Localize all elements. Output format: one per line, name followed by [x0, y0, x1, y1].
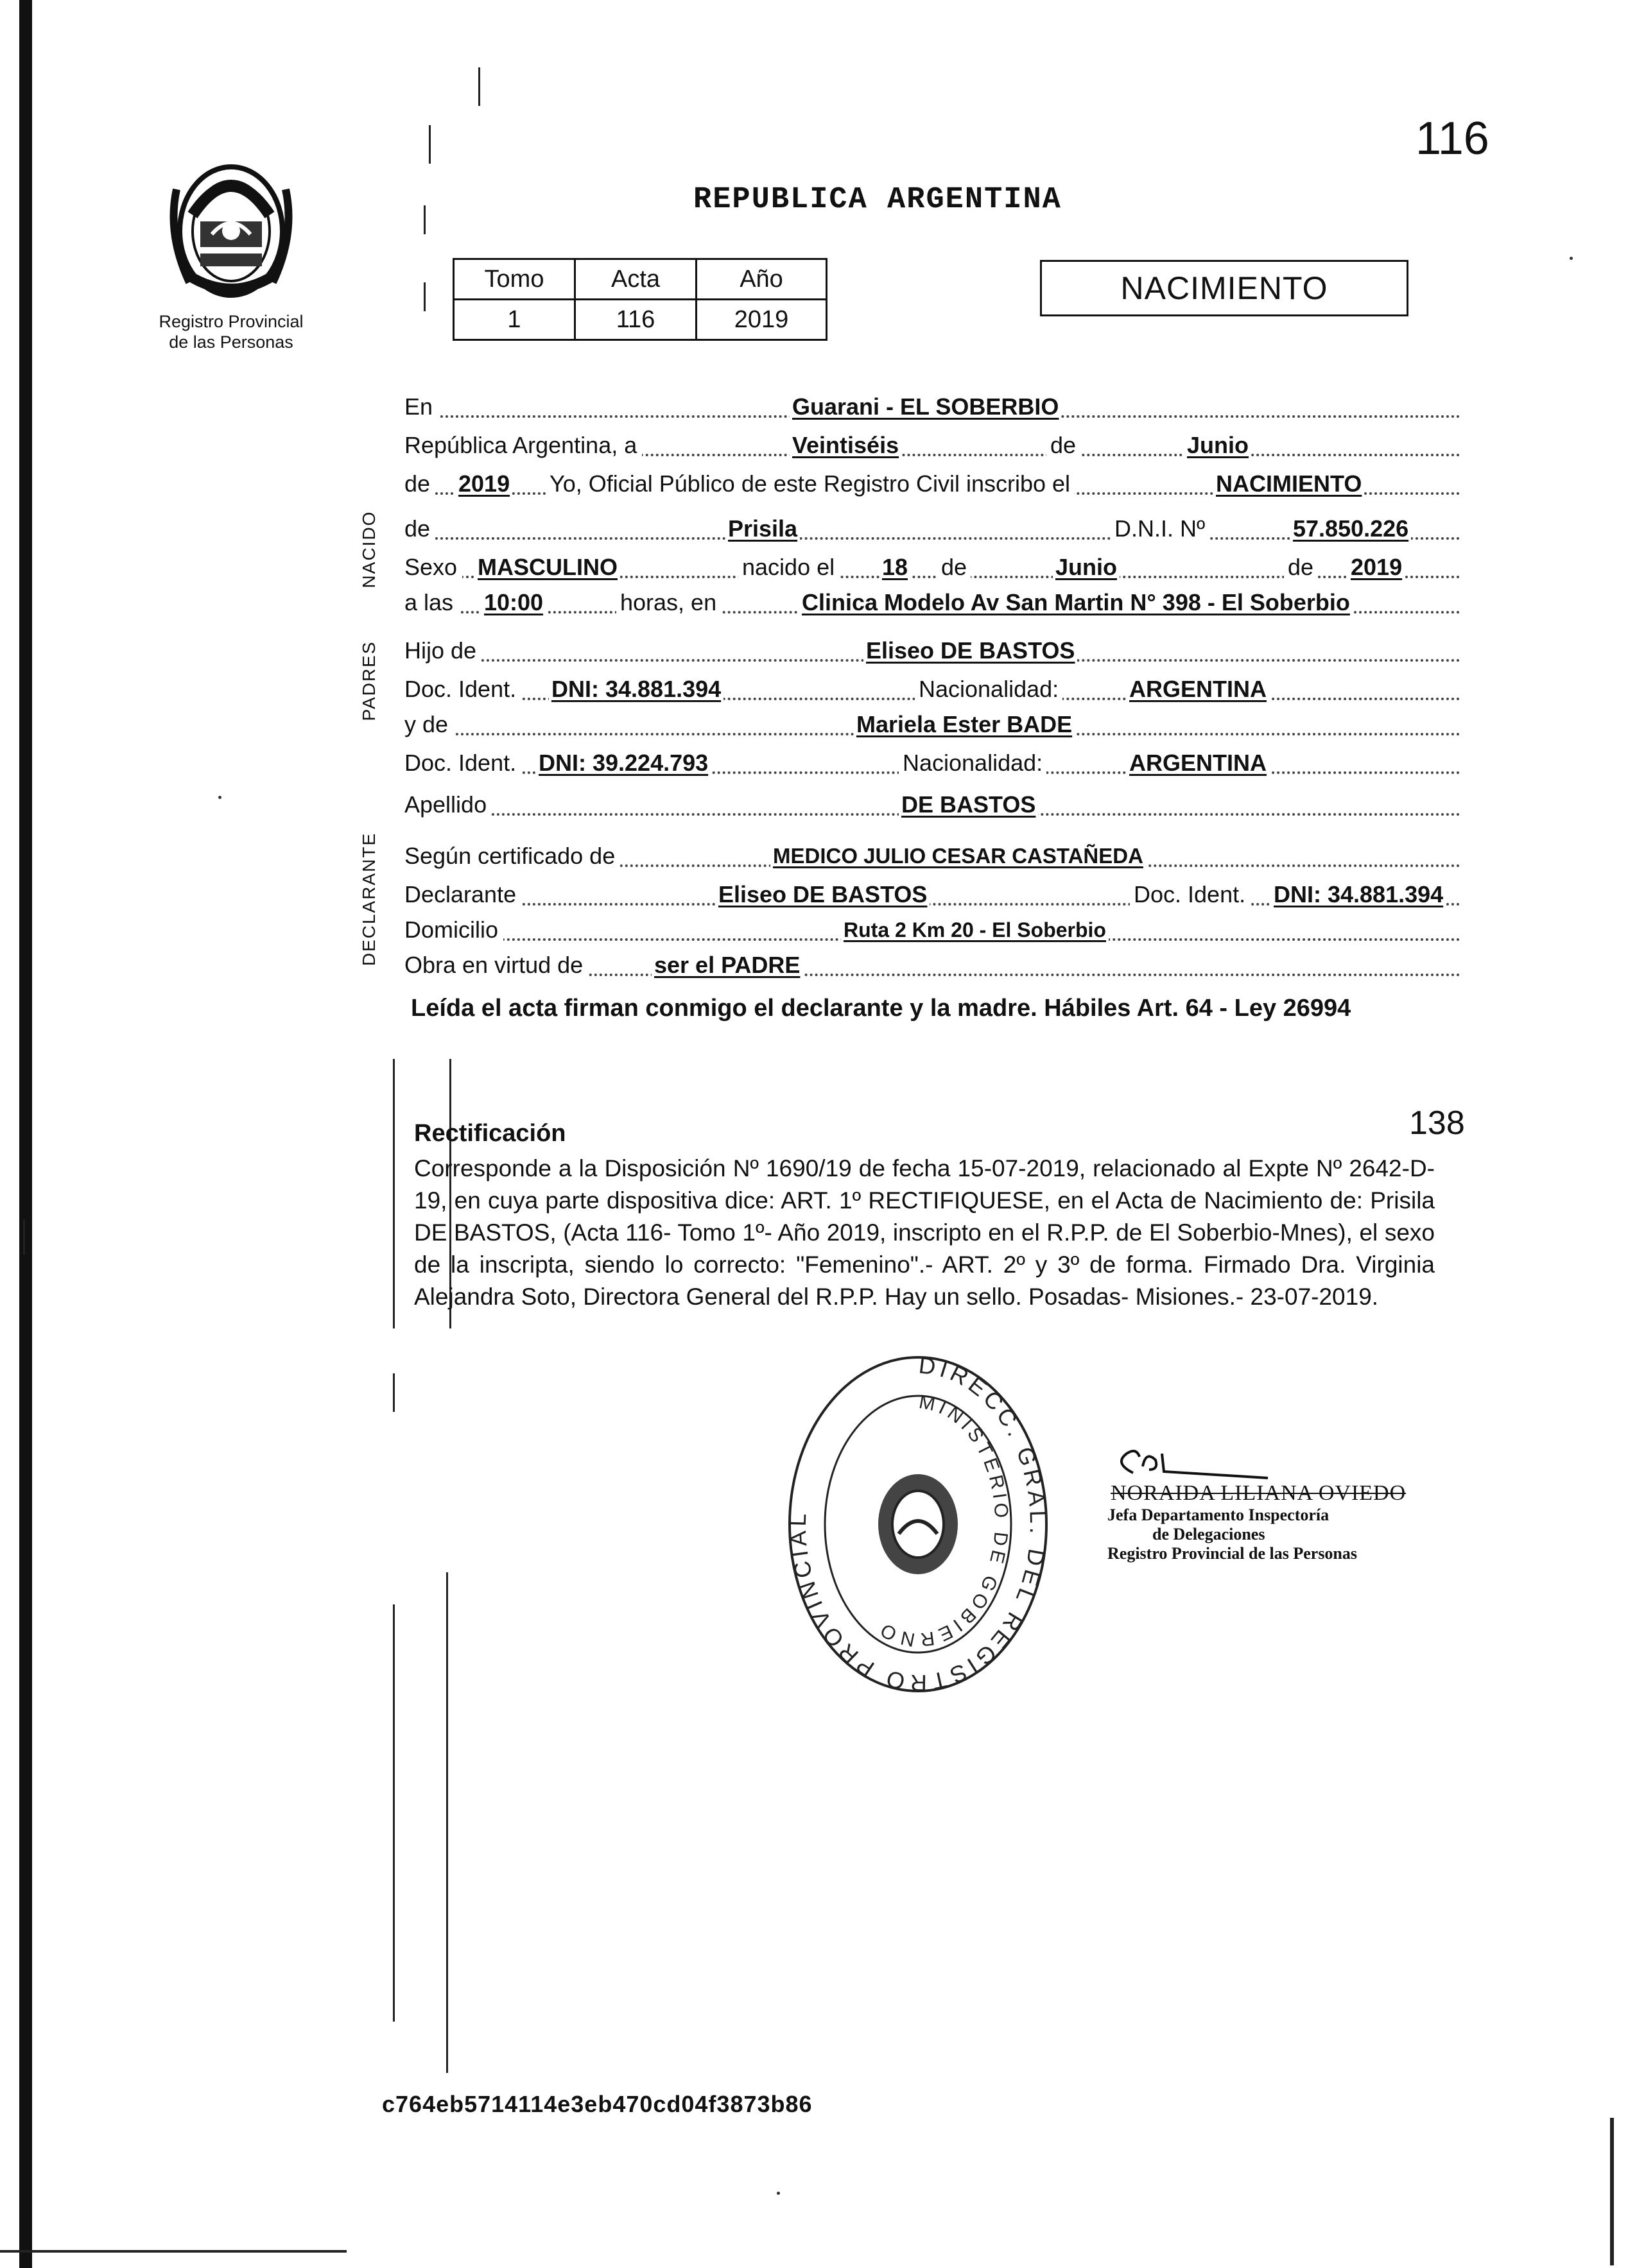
scan-line — [446, 1572, 448, 2073]
registry-caption-line: Registro Provincial — [159, 312, 304, 331]
record-line-acting — [404, 947, 1460, 984]
child-name-value: Prisila — [725, 510, 800, 547]
scan-speck — [218, 796, 221, 799]
label-a-las: a las — [404, 584, 458, 621]
signatory-title: Registro Provincial de las Personas — [1107, 1544, 1358, 1563]
label-nacionalidad: Nacionalidad: — [915, 671, 1062, 708]
record-line-place — [404, 388, 1460, 425]
signature-block — [1107, 1441, 1441, 1563]
birth-time-value: 10:00 — [481, 584, 546, 621]
side-label-padres: PADRES — [359, 640, 379, 721]
label-de-child: de — [404, 510, 435, 547]
registry-caption-line: de las Personas — [169, 332, 293, 352]
registry-table — [453, 258, 827, 341]
table-header-tomo: Tomo — [454, 259, 575, 300]
closing-text: Leída el acta firman conmigo el declarante y la madre. Hábiles Art. 64 - Ley 26994 — [411, 995, 1351, 1022]
country-title: REPUBLICA ARGENTINA — [693, 183, 1062, 217]
label-de-birth-month: de — [937, 549, 971, 586]
record-type-box: NACIMIENTO — [1040, 260, 1408, 316]
year-value: 2019 — [456, 465, 512, 503]
label-nacionalidad-mother: Nacionalidad: — [899, 744, 1046, 782]
father-doc-value: DNI: 34.881.394 — [549, 671, 723, 708]
rectification-title: Rectificación — [414, 1120, 566, 1147]
father-nationality-value: ARGENTINA — [1127, 671, 1269, 708]
scan-line — [424, 205, 426, 234]
label-de: de — [1046, 427, 1080, 464]
table-header-ano: Año — [697, 259, 827, 300]
scan-line — [393, 1059, 395, 1328]
mother-nationality-value: ARGENTINA — [1127, 744, 1269, 782]
label-sexo: Sexo — [404, 549, 462, 586]
place-value: Guarani - EL SOBERBIO — [790, 388, 1061, 425]
scan-line — [1610, 2118, 1614, 2265]
birth-month-value: Junio — [1053, 549, 1120, 586]
mother-name-value: Mariela Ester BADE — [854, 706, 1075, 743]
scan-speck — [777, 2192, 780, 2195]
signatory-name: NORAIDA LILIANA OVIEDO — [1111, 1481, 1407, 1505]
label-nacido-el: nacido el — [738, 549, 838, 586]
scan-line — [429, 125, 431, 164]
table-header-acta: Acta — [575, 259, 697, 300]
record-line-father — [404, 632, 1460, 669]
record-line-mother-doc — [404, 744, 1460, 782]
record-line-certificate — [404, 838, 1460, 875]
record-line-declarant — [404, 876, 1460, 913]
document-hash: c764eb5714114e3eb470cd04f3873b86 — [382, 2091, 813, 2117]
month-value: Junio — [1184, 427, 1251, 464]
father-name-value: Eliseo DE BASTOS — [863, 632, 1077, 669]
scan-line — [23, 1219, 25, 1255]
day-value: Veintiséis — [790, 427, 901, 464]
address-value: Ruta 2 Km 20 - El Soberbio — [841, 911, 1109, 949]
record-line-date — [404, 427, 1460, 464]
scan-line — [478, 67, 480, 106]
label-declarante: Declarante — [404, 876, 521, 913]
scan-line — [393, 1373, 395, 1412]
scan-edge-bar — [19, 0, 32, 2268]
rectification-body: Corresponde a la Disposición Nº 1690/19 de fecha 15-07-2019, relacionado al Expte Nº 2642-D-19, en cuya parte dispositiva dice: ART. 1º RECTIFIQUESE, en el Acta de Nacimiento de: Prisila DE BASTOS, (Acta 116- Tomo 1º- Año 2019, inscripto en el R.P.P. de El Soberbio-Mnes), el sexo de la inscripta, siendo lo correcto: "Femenino".- ART. 2º y 3º de forma. Firmado Dra. Virginia Alejandra Soto, Directora General del R.P.P. Hay un sello. Posadas- Misiones.- 23-07-2019. — [414, 1155, 1435, 1310]
record-line-officer — [404, 465, 1460, 503]
mother-doc-value: DNI: 39.224.793 — [536, 744, 711, 782]
signatory-title: Jefa Departamento Inspectoría — [1107, 1506, 1330, 1524]
sex-value: MASCULINO — [475, 549, 620, 586]
table-value-tomo: 1 — [454, 300, 575, 340]
record-line-time — [404, 584, 1460, 621]
signatory-title: de Delegaciones — [1152, 1525, 1265, 1543]
child-dni-value: 57.850.226 — [1290, 510, 1411, 547]
label-horas-en: horas, en — [616, 584, 720, 621]
page-number: 116 — [1416, 113, 1489, 164]
label-dni: D.N.I. Nº — [1111, 510, 1209, 547]
scan-bottom-rule — [0, 2250, 347, 2253]
rectification-number: 138 — [1409, 1104, 1465, 1142]
provincial-coat-of-arms-icon — [154, 151, 308, 305]
stamp-ring-text: DIRECC. GRAL. DEL REGISTRO PROVINCIAL — [784, 1352, 1052, 1694]
stamp-inner-text: MINISTERIO DE GOBIERNO — [873, 1391, 1012, 1651]
declarant-name-value: Eliseo DE BASTOS — [716, 876, 930, 913]
handwritten-signature-icon — [1107, 1441, 1274, 1486]
official-stamp-icon — [780, 1348, 1056, 1694]
label-apellido: Apellido — [404, 786, 492, 823]
birth-year-value: 2019 — [1348, 549, 1405, 586]
officer-text: Yo, Oficial Público de este Registro Civil inscribo el — [546, 465, 1074, 503]
declarant-doc-value: DNI: 34.881.394 — [1271, 876, 1446, 913]
label-declarant-doc: Doc. Ident. — [1130, 876, 1249, 913]
record-line-address — [404, 911, 1460, 949]
scan-line — [424, 282, 426, 311]
label-obra: Obra en virtud de — [404, 947, 588, 984]
act-type-value: NACIMIENTO — [1213, 465, 1364, 503]
label-de-birth-year: de — [1284, 549, 1317, 586]
record-line-mother — [404, 706, 1460, 743]
birth-day-value: 18 — [879, 549, 910, 586]
record-line-father-doc — [404, 671, 1460, 708]
birth-place-value: Clinica Modelo Av San Martin N° 398 - El Soberbio — [799, 584, 1353, 621]
surname-value: DE BASTOS — [899, 786, 1038, 823]
table-value-ano: 2019 — [697, 300, 827, 340]
record-line-surname — [404, 786, 1460, 823]
acting-as-value: ser el PADRE — [652, 947, 802, 984]
certificate-value: MEDICO JULIO CESAR CASTAÑEDA — [770, 838, 1146, 875]
label-hijo-de: Hijo de — [404, 632, 481, 669]
table-value-acta: 116 — [575, 300, 697, 340]
label-doc-ident: Doc. Ident. — [404, 671, 521, 708]
label-domicilio: Domicilio — [404, 911, 503, 949]
label-segun-certificado: Según certificado de — [404, 838, 620, 875]
label-y-de: y de — [404, 706, 453, 743]
label-de-year: de — [404, 465, 435, 503]
side-label-declarante: DECLARANTE — [359, 832, 379, 966]
label-republica: República Argentina, a — [404, 427, 642, 464]
label-doc-ident-mother: Doc. Ident. — [404, 744, 521, 782]
scan-line — [393, 1604, 395, 2022]
label-en: En — [404, 388, 438, 425]
scan-speck — [1570, 257, 1573, 260]
record-line-sex — [404, 549, 1460, 586]
registry-caption — [138, 311, 324, 352]
side-label-nacido: NACIDO — [359, 510, 379, 588]
record-line-child — [404, 510, 1460, 547]
